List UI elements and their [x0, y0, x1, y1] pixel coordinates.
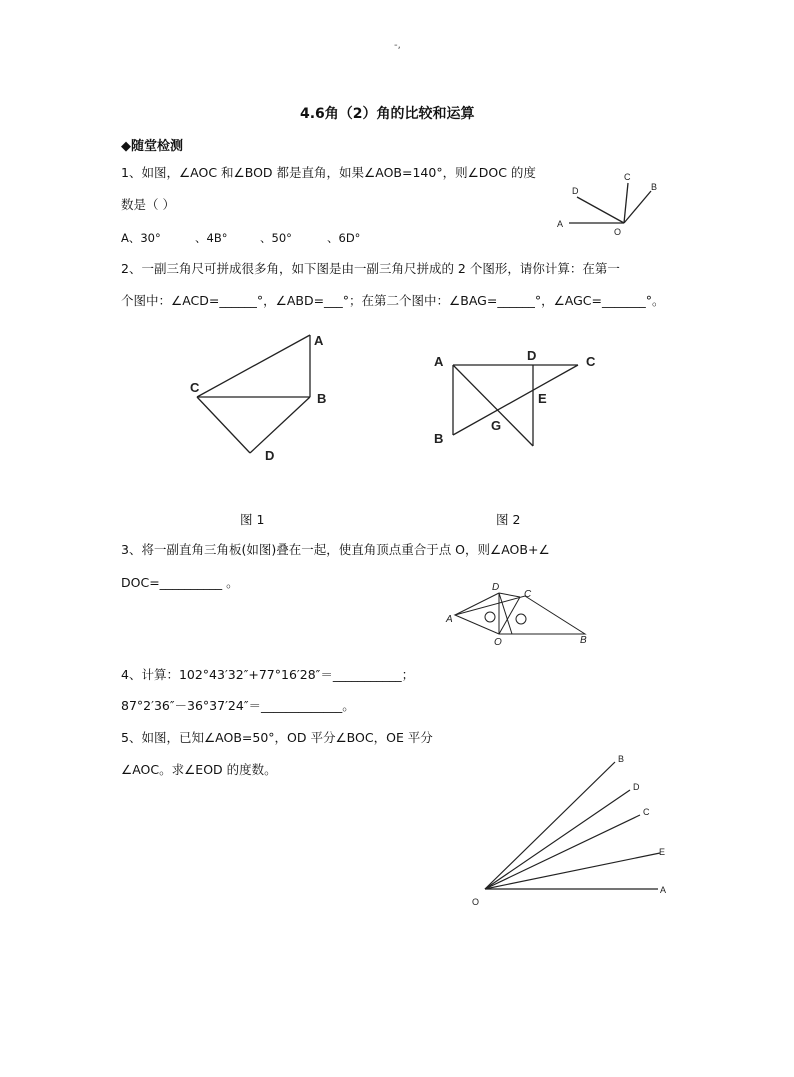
- q3-label-a: A: [446, 614, 453, 625]
- fig2-label-c: C: [586, 354, 596, 369]
- fig2-label-d: D: [527, 348, 537, 363]
- q1-label-d: D: [572, 186, 579, 196]
- q3-label-c: C: [524, 589, 532, 600]
- fig2-label-a: A: [434, 354, 444, 369]
- q3-line2: DOC=__________ 。: [121, 575, 239, 590]
- q5-label-d: D: [633, 782, 640, 792]
- fig2-caption: 图 2: [496, 512, 521, 527]
- q5-line2: ∠AOC。求∠EOD 的度数。: [121, 762, 277, 777]
- fig2-label-e: E: [538, 391, 547, 406]
- q4-line1: 4、计算：102°43′32″+77°16′28″＝___________；: [121, 667, 415, 682]
- q1-option-d: 、6D°: [327, 231, 361, 245]
- q1-label-b: B: [651, 182, 658, 192]
- q1-line1: 1、如图，∠AOC 和∠BOD 都是直角，如果∠AOB=140°，则∠DOC 的度: [121, 165, 536, 180]
- fig1-label-a: A: [314, 333, 324, 348]
- fig1-caption: 图 1: [240, 512, 265, 527]
- fig1-label-b: B: [317, 391, 327, 406]
- q4-line2: 87°2′36″－36°37′24″＝_____________。: [121, 698, 355, 713]
- q1-label-c: C: [624, 172, 631, 182]
- q5-line1: 5、如图，已知∠AOB=50°，OD 平分∠BOC，OE 平分: [121, 730, 433, 745]
- q1-option-b: 、4B°: [195, 231, 228, 245]
- fig1-label-c: C: [190, 380, 200, 395]
- q5-label-b: B: [618, 754, 625, 764]
- fig2-label-g: G: [491, 418, 502, 433]
- q1-label-o: O: [614, 227, 622, 237]
- q1-label-a: A: [557, 219, 564, 229]
- q5-label-a: A: [660, 885, 667, 895]
- q3-label-o: O: [494, 637, 502, 648]
- page-title: 4.6角（2）角的比较和运算: [300, 106, 475, 122]
- q1-line2: 数是（ ）: [121, 197, 175, 212]
- fig2-label-b: B: [434, 431, 444, 446]
- q5-label-e: E: [659, 847, 666, 857]
- q3-label-b: B: [580, 635, 587, 646]
- q5-label-c: C: [643, 807, 650, 817]
- q2-line2: 个图中：∠ACD=______°，∠ABD=___°；在第二个图中：∠BAG=______°，∠AGC=_______°。: [121, 293, 665, 308]
- q2-line1: 2、一副三角尺可拼成很多角，如下图是由一副三角尺拼成的 2 个图形，请你计算：在第一: [121, 261, 620, 276]
- q5-ray-oc: [485, 815, 640, 889]
- q5-ray-ob: [485, 762, 615, 889]
- q3-line1: 3、将一副直角三角板(如图)叠在一起，使直角顶点重合于点 O，则∠AOB+∠: [121, 542, 550, 557]
- q1-option-c: 、50°: [260, 231, 292, 245]
- q3-label-d: D: [492, 582, 500, 593]
- section-heading: ◆随堂检测: [121, 139, 183, 154]
- fig1-label-d: D: [265, 448, 275, 463]
- q1-option-a: A、30°: [121, 231, 161, 245]
- q5-label-o: O: [472, 897, 480, 907]
- header-mark: -,: [394, 40, 401, 51]
